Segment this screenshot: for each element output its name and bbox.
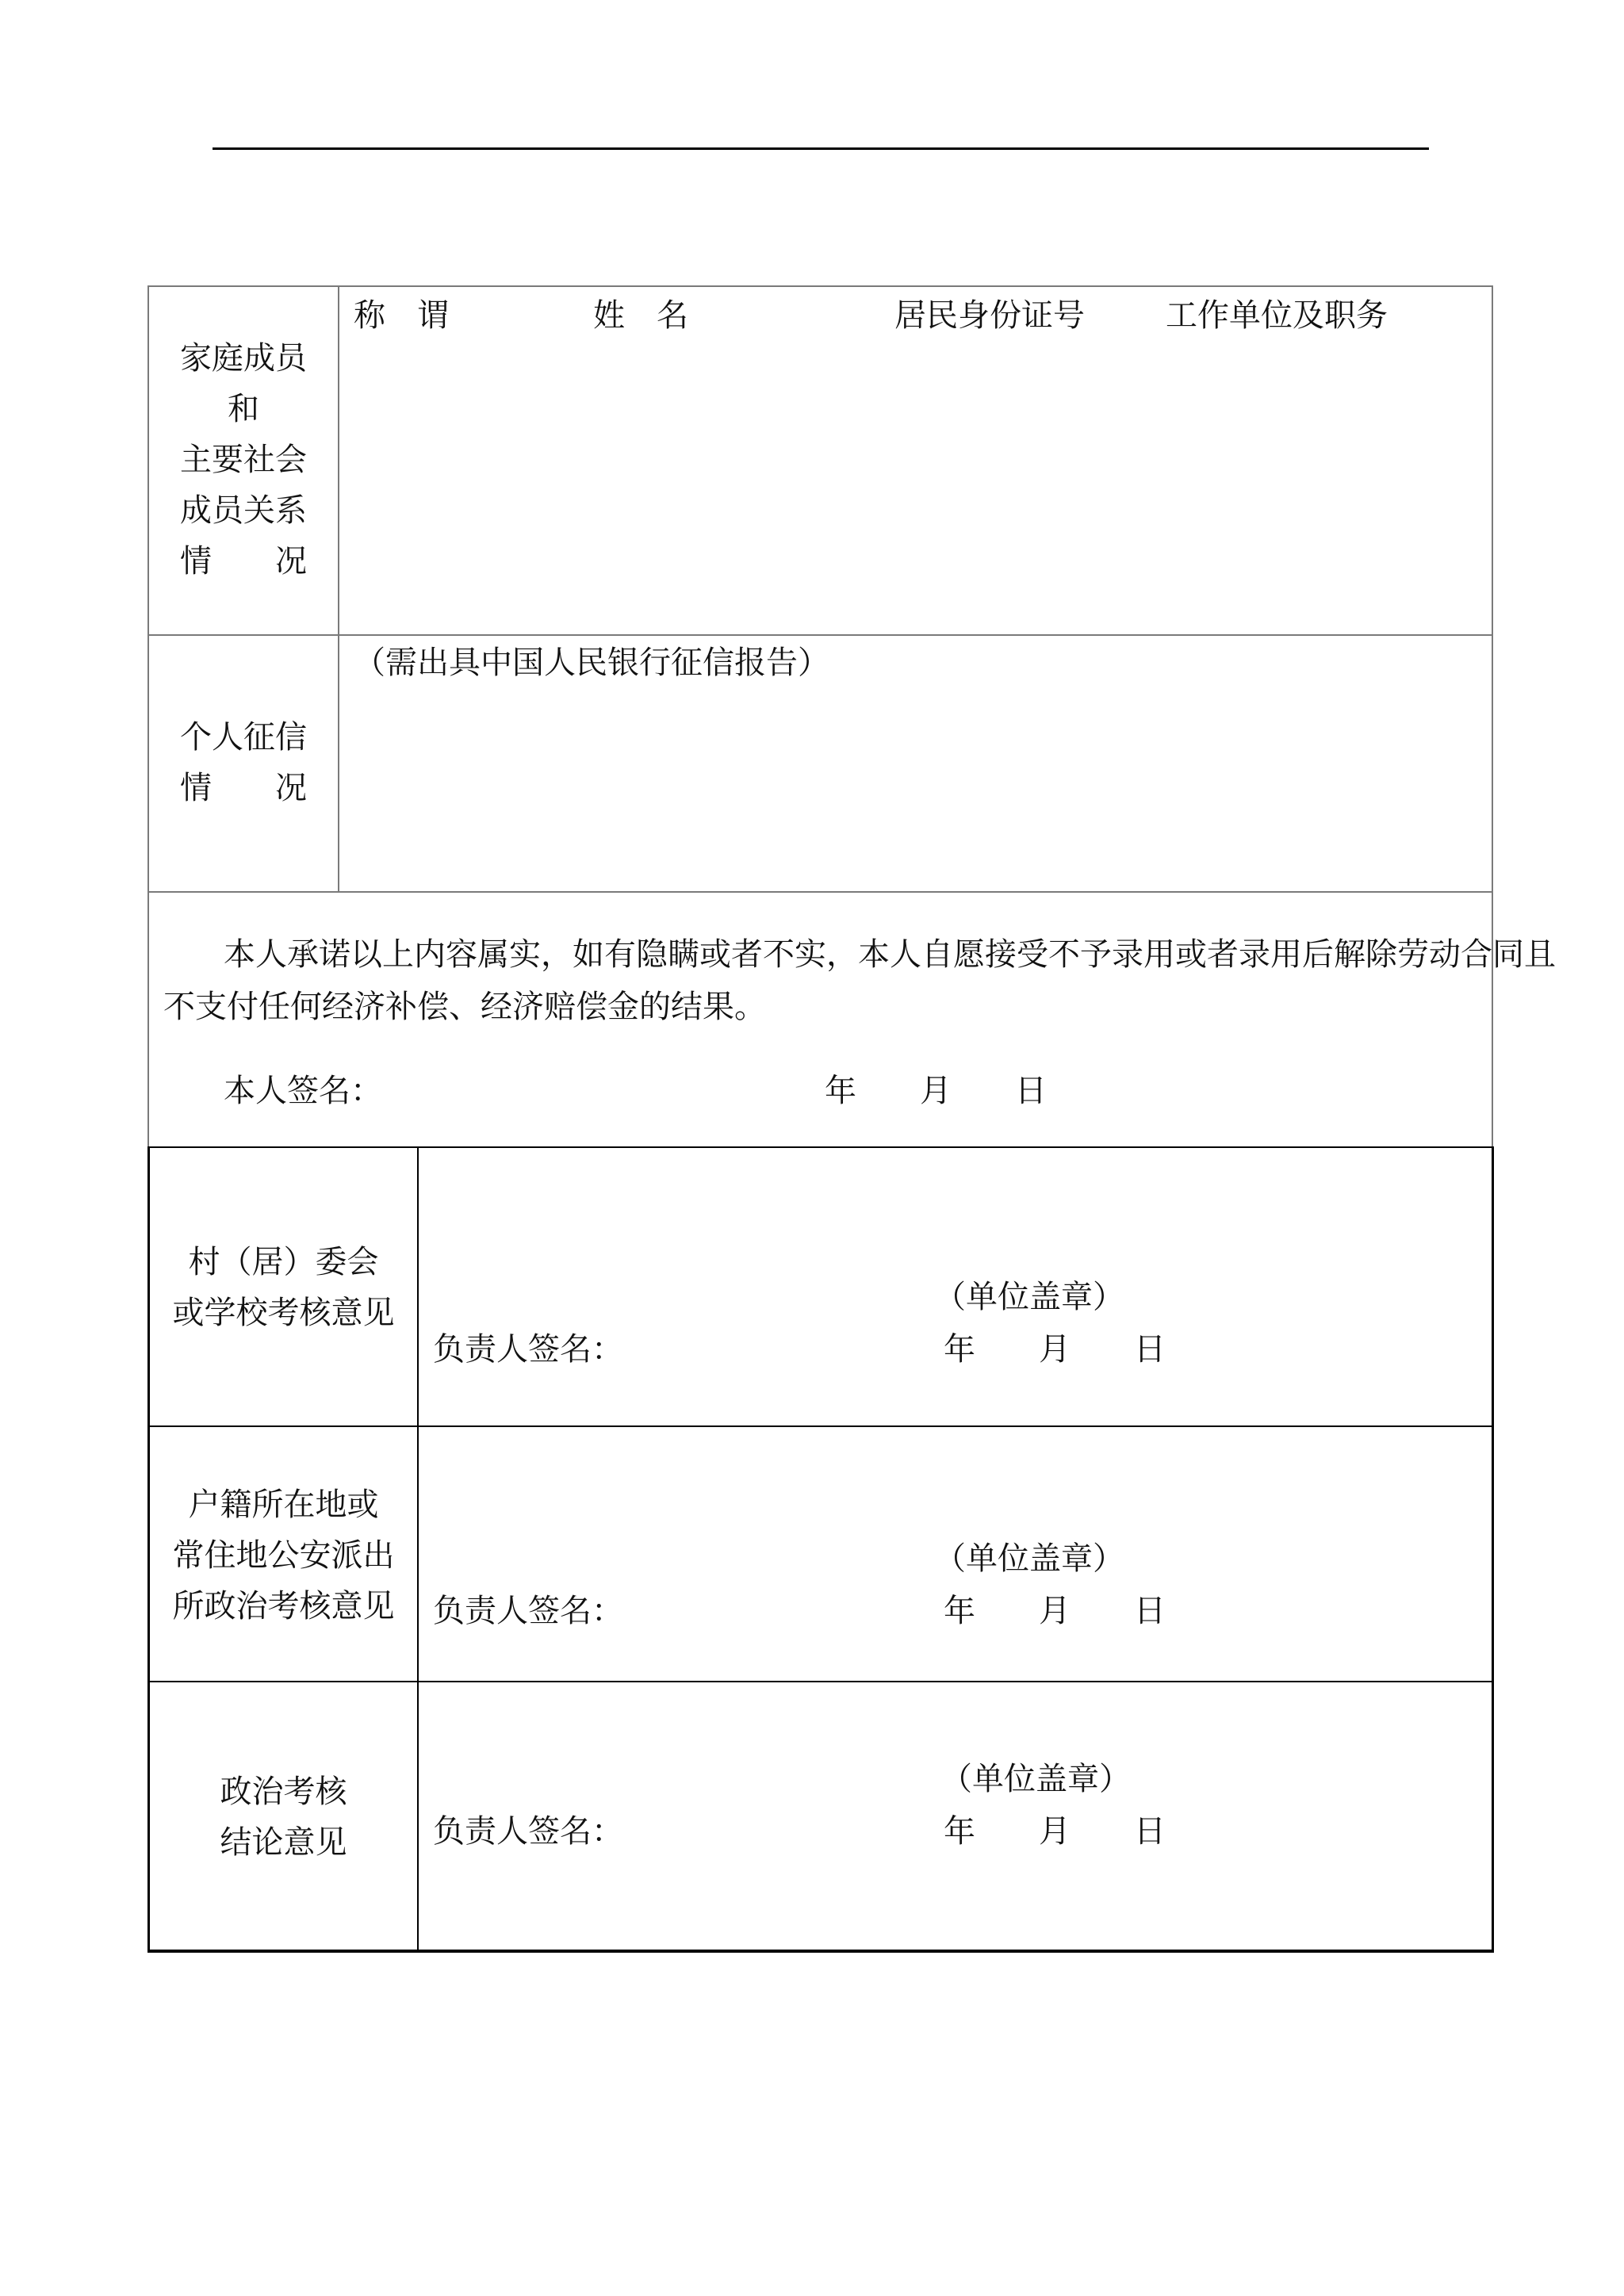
col-appellation: 称 谓 bbox=[354, 297, 449, 334]
review-label-line: 常住地公安派出 bbox=[172, 1537, 395, 1574]
family-label-line: 家庭成员 bbox=[180, 340, 307, 377]
col-id-number: 居民身份证号 bbox=[894, 297, 1085, 334]
review-label-line: 户籍所在地或 bbox=[188, 1487, 379, 1523]
credit-label-line: 个人征信 bbox=[180, 719, 307, 756]
leader-sign-label: 负责人签名： bbox=[433, 1593, 623, 1629]
review-label-line: 或学校考核意见 bbox=[172, 1295, 395, 1331]
review-label-line: 结论意见 bbox=[220, 1824, 347, 1861]
family-label-line: 成员关系 bbox=[180, 492, 307, 529]
review-label-village bbox=[150, 1237, 417, 1338]
review-label-police bbox=[150, 1479, 417, 1632]
review-label-line: 所政治考核意见 bbox=[172, 1588, 395, 1624]
family-label bbox=[149, 333, 338, 587]
review-date: 年 月 日 bbox=[944, 1813, 1166, 1850]
review-date: 年 月 日 bbox=[944, 1593, 1166, 1629]
leader-sign-label: 负责人签名： bbox=[433, 1331, 623, 1368]
pledge-date: 年 月 日 bbox=[825, 1073, 1047, 1109]
seal-note: （单位盖章） bbox=[940, 1761, 1131, 1797]
seal-note: （单位盖章） bbox=[934, 1279, 1124, 1315]
leader-sign-label: 负责人签名： bbox=[433, 1813, 623, 1850]
pledge-line-1: 本人承诺以上内容属实，如有隐瞒或者不实，本人自愿接受不予录用或者录用后解除劳动合同且 bbox=[224, 936, 1556, 973]
col-name: 姓 名 bbox=[593, 297, 688, 334]
header-rule bbox=[213, 147, 1429, 150]
pledge-line-2: 不支付任何经济补偿、经济赔偿金的结果。 bbox=[163, 989, 766, 1025]
review-date: 年 月 日 bbox=[944, 1331, 1166, 1368]
credit-label bbox=[149, 712, 338, 813]
credit-note: （需出具中国人民银行征信报告） bbox=[354, 645, 829, 681]
family-label-line: 情 况 bbox=[180, 543, 307, 580]
review-label-line: 村（居）委会 bbox=[188, 1244, 379, 1280]
seal-note: （单位盖章） bbox=[934, 1540, 1124, 1577]
review-label-line: 政治考核 bbox=[220, 1774, 347, 1810]
review-label-conclusion bbox=[150, 1766, 417, 1868]
family-label-line: 主要社会 bbox=[180, 442, 307, 478]
family-label-line: 和 bbox=[228, 391, 259, 427]
col-work-unit: 工作单位及职务 bbox=[1166, 297, 1388, 334]
credit-label-line: 情 况 bbox=[180, 770, 307, 806]
pledge-sign-label: 本人签名： bbox=[224, 1073, 382, 1109]
